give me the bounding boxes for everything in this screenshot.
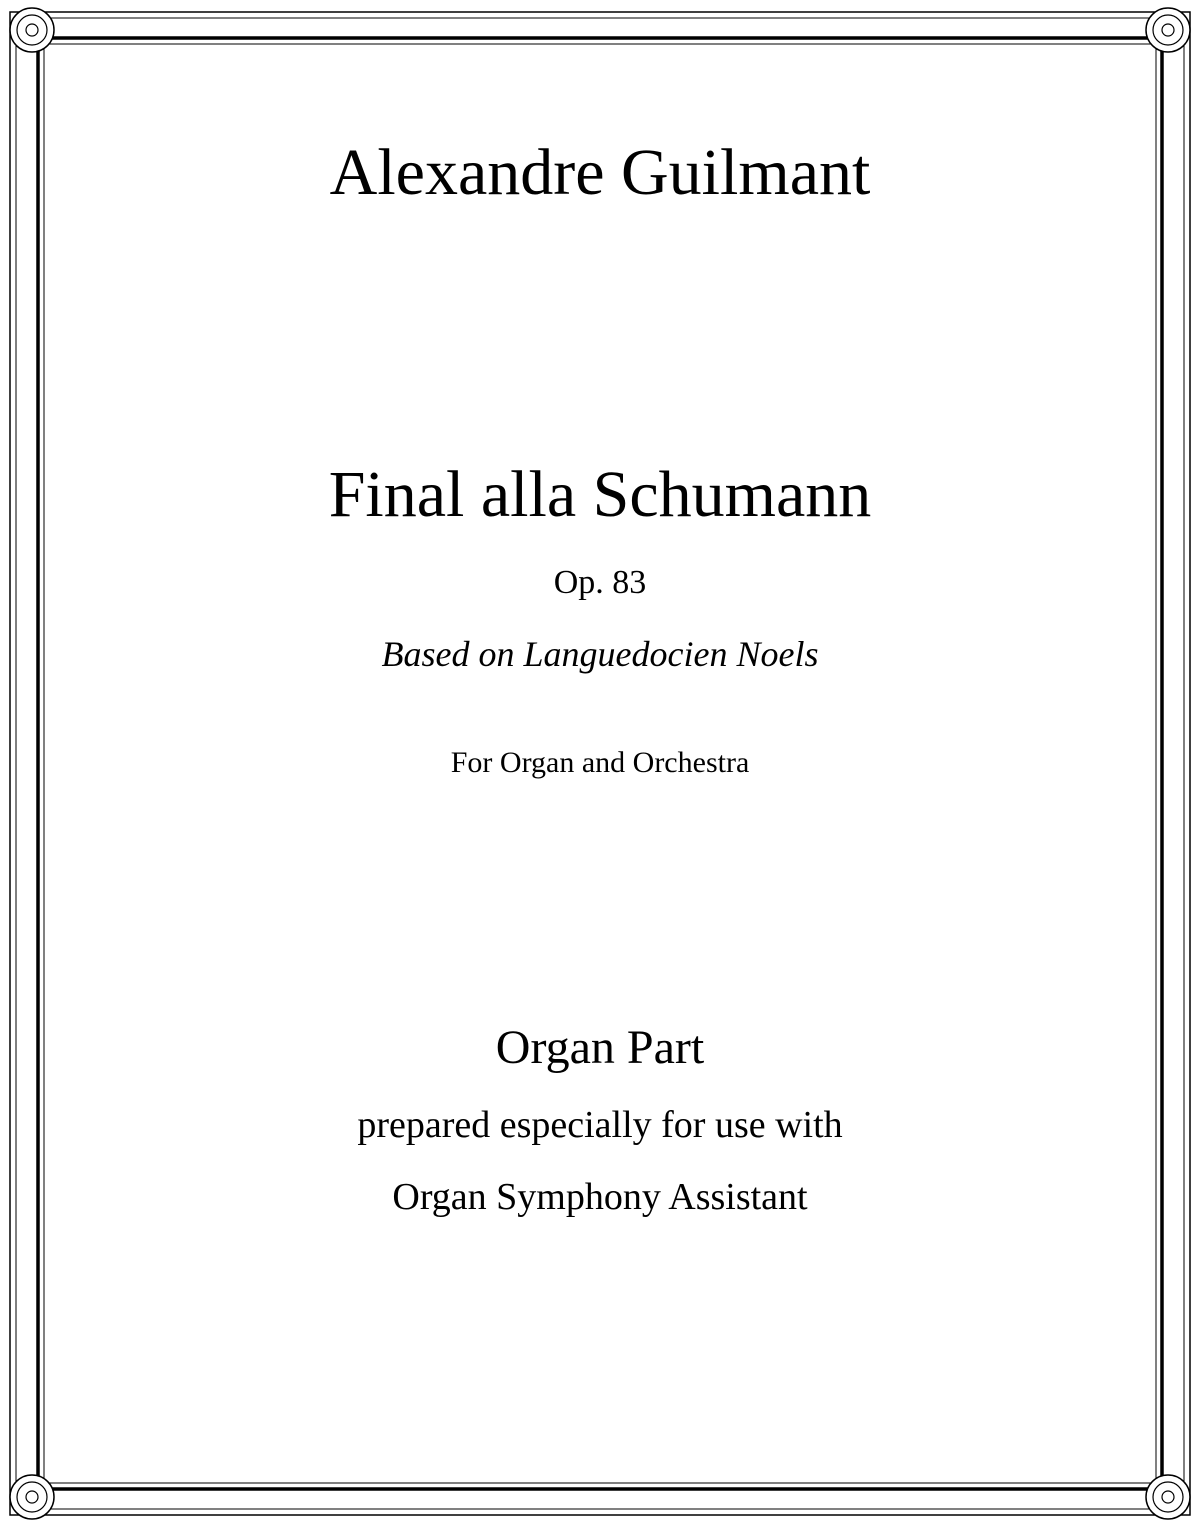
instrumentation-line: For Organ and Orchestra (450, 746, 750, 779)
corner-ornament-top-right-icon (1146, 8, 1190, 52)
corner-ornament-bottom-right-icon (1146, 1475, 1190, 1519)
part-name: Organ Part (495, 1021, 705, 1074)
product-name: Organ Symphony Assistant (392, 1176, 808, 1218)
work-subtitle: Based on Languedocien Noels (381, 634, 819, 674)
work-title: Final alla Schumann (328, 458, 872, 531)
composer-name: Alexandre Guilmant (329, 136, 871, 209)
prepared-for-line: prepared especially for use with (357, 1104, 843, 1146)
corner-ornament-bottom-left-icon (10, 1475, 54, 1519)
corner-ornament-top-left-icon (10, 8, 54, 52)
opus-number: Op. 83 (553, 564, 647, 601)
